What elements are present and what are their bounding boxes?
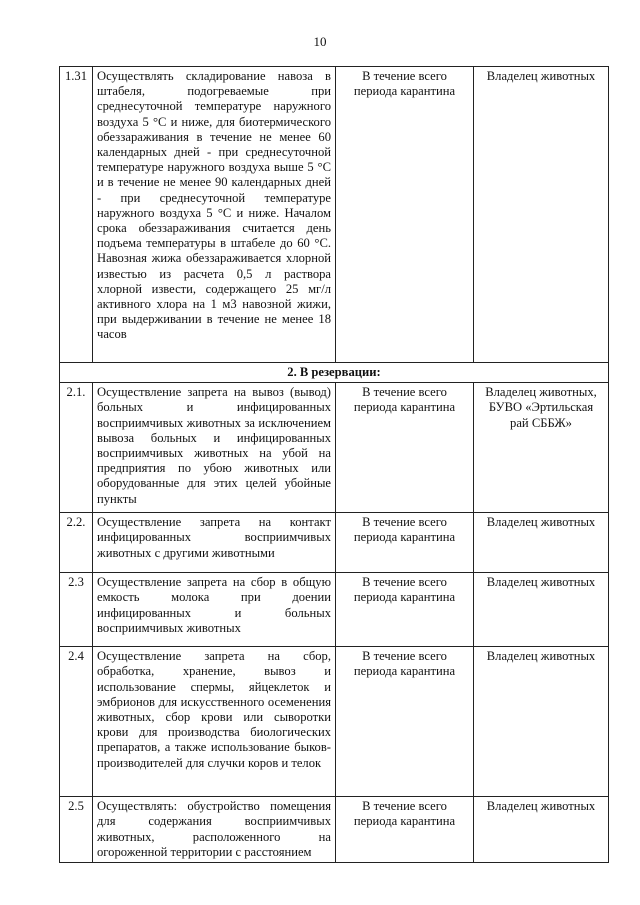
table-row	[60, 383, 609, 513]
quarantine-measures-table	[59, 66, 609, 863]
measure-description: Осуществлять складирование навоза в штабеля, подогреваемые при среднесуточной температуре наружного воздуха 5 °С и ниже, для биотермического обеззараживания в течение не менее 60 календарных дней - при среднесуточной температуре наружного воздуха выше 5 °С и в течение не менее 90 календарных дней - при среднесуточной температуре наружного воздуха 5 °С и ниже. Началом срока обеззараживания считается день подъема температуры в штабеле до 60 °С. Навозная жижа обеззараживается хлорной известью из расчета 0,5 л раствора хлорной извести, содержащего 25 мг/л активного хлора на 1 м3 навозной жижи, при выдерживании в течение не менее 18 часов	[93, 67, 336, 363]
page-number: 10	[313, 34, 327, 49]
measure-responsible: Владелец животных	[474, 797, 609, 863]
measure-term: В течение всего периода карантина	[336, 573, 474, 647]
measure-description: Осуществление запрета на сбор, обработка, хранение, вывоз и использование спермы, яйцеклеток и эмбрионов для искусственного осеменения животных, сбор крови или сыворотки крови для производства биологических препаратов, а также использование быков-производителей для случки коров и телок	[93, 647, 336, 797]
measure-responsible: Владелец животных	[474, 573, 609, 647]
measure-description: Осуществление запрета на вывоз (вывод) больных и инфицированных восприимчивых животных за исключением вывоза больных и инфицированных восприимчивых животных на убой на предприятия по убою животных или оборудованные для этих целей убойные пункты	[93, 383, 336, 513]
measure-term: В течение всего периода карантина	[336, 513, 474, 573]
measure-responsible: Владелец животных, БУВО «Эртильская рай СББЖ»	[474, 383, 609, 513]
section-header-row	[60, 363, 609, 383]
table-row	[60, 647, 609, 797]
table-row	[60, 797, 609, 863]
item-number: 2.2.	[60, 513, 93, 573]
measure-term: В течение всего периода карантина	[336, 67, 474, 363]
measure-term: В течение всего периода карантина	[336, 647, 474, 797]
measure-term: В течение всего периода карантина	[336, 383, 474, 513]
measure-description: Осуществление запрета на сбор в общую емкость молока при доении инфицированных и больных восприимчивых животных	[93, 573, 336, 647]
table-row	[60, 513, 609, 573]
measure-responsible: Владелец животных	[474, 647, 609, 797]
table-row	[60, 573, 609, 647]
item-number: 2.3	[60, 573, 93, 647]
section-title: 2. В резервации:	[60, 363, 609, 383]
measure-description: Осуществление запрета на контакт инфицированных восприимчивых животных с другими животными	[93, 513, 336, 573]
measure-responsible: Владелец животных	[474, 513, 609, 573]
item-number: 2.5	[60, 797, 93, 863]
table-row	[60, 67, 609, 363]
item-number: 2.1.	[60, 383, 93, 513]
measure-term: В течение всего периода карантина	[336, 797, 474, 863]
item-number: 2.4	[60, 647, 93, 797]
measure-description: Осуществлять: обустройство помещения для содержания восприимчивых животных, расположенного на огороженной территории с расстоянием	[93, 797, 336, 863]
measure-responsible: Владелец животных	[474, 67, 609, 363]
item-number: 1.31	[60, 67, 93, 363]
